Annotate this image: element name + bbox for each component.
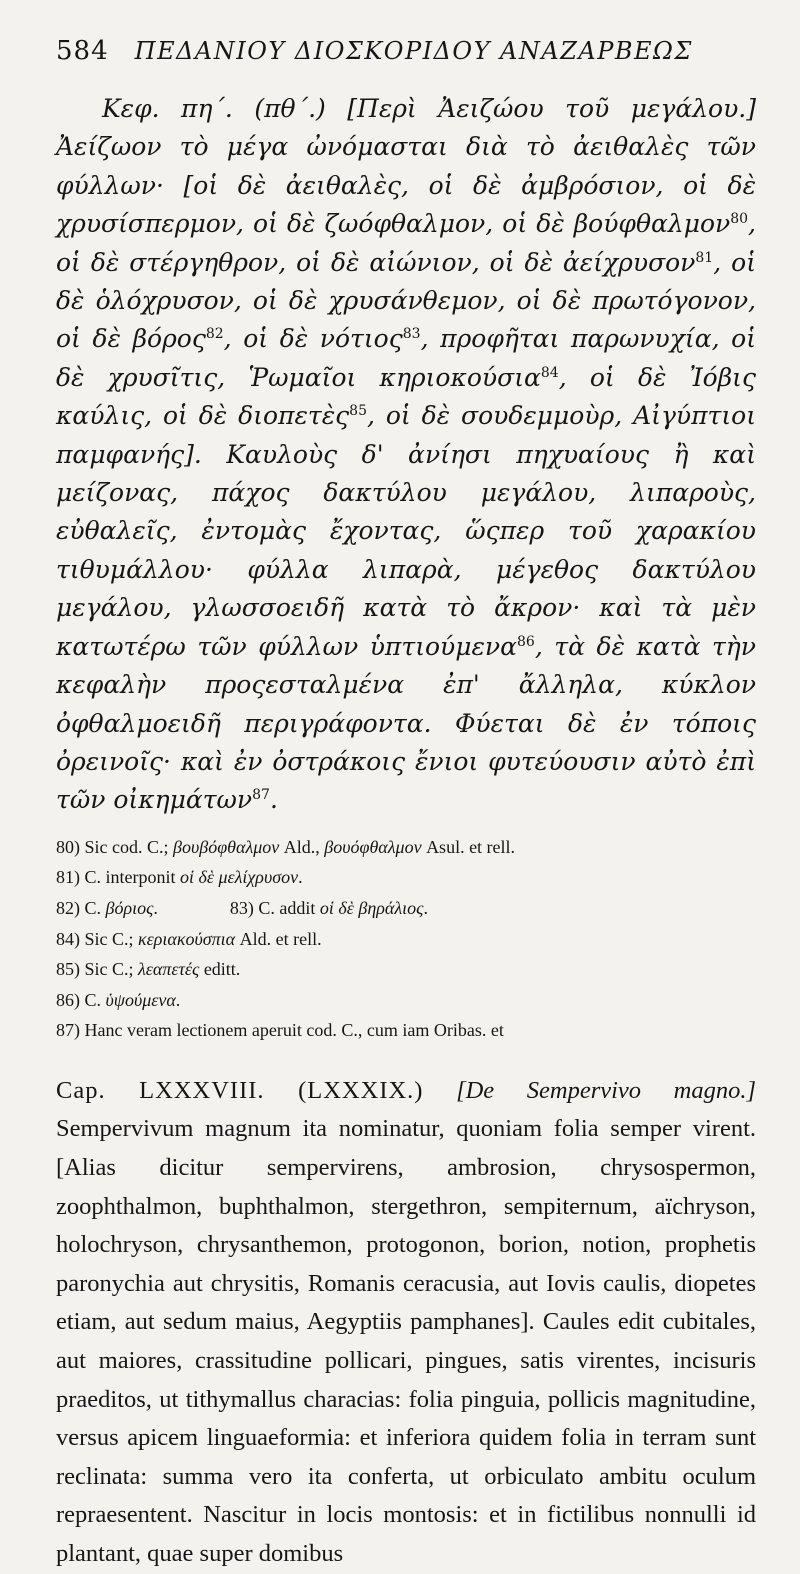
footnote-86 — [56, 985, 756, 1016]
footnote-81 — [56, 862, 756, 893]
greek-text-run: Κεφ. πη΄. (πθ΄.) [Περὶ Ἀειζώου τοῦ μεγάλου.] Ἀείζωον τὸ μέγα ὠνόμασται διὰ τὸ ἀειθαλὲς τῶν φύλλων· [οἱ δὲ ἀειθαλὲς, οἱ δὲ ἀμβρόσιον, οἱ δὲ χρυσίσπερμον, οἱ δὲ ζωόφθαλμον, οἱ δὲ βούφθαλμον — [56, 94, 756, 239]
footnote-text: 87) Hanc veram lectionem aperuit cod. C., cum iam Oribas. et — [56, 1020, 504, 1041]
footnote-82-83 — [56, 893, 756, 924]
chapter-title: [De Sempervivo magno.] — [456, 1076, 756, 1104]
footnote-greek: οἱ δὲ μελίχρυσον — [180, 867, 299, 888]
footnote-text: Ald., — [279, 836, 325, 857]
chapter-heading: Cap. LXXXVIII. (LXXXIX.) — [56, 1076, 424, 1104]
footnote-ref: 83 — [402, 326, 421, 343]
footnote-ref: 81 — [695, 249, 714, 266]
greek-text-run: , τὰ δὲ κατὰ τὴν κεφαλὴν προςεσταλμένα ἐπ' ἄλληλα, κύκλον ὀφθαλμοειδῆ περιγράφοντα. Φύεται δὲ ἐν τόποις ὀρεινοῖς· καὶ ἐν ὀστράκοις ἔνιοι φυτεύουσιν αὐτὸ ἐπὶ τῶν οἰκημάτων — [56, 631, 756, 815]
footnote-greek: βουόφθαλμον — [324, 836, 422, 857]
footnote-text: . — [153, 897, 158, 918]
page-number: 584 — [56, 36, 109, 66]
footnote-text: . — [423, 897, 428, 918]
footnote-82 — [56, 893, 158, 924]
footnote-text: 82) C. — [56, 897, 106, 918]
footnote-text: 86) C. — [56, 989, 106, 1010]
footnote-ref: 85 — [349, 403, 367, 420]
greek-text-run: , οἱ δὲ Ἰόβις καύλις, οἱ δὲ διοπετὲς — [56, 362, 756, 431]
footnote-ref: 86 — [517, 633, 535, 650]
greek-chapter-text — [56, 90, 756, 820]
footnote-ref: 84 — [540, 364, 559, 381]
footnote-text: . — [175, 989, 181, 1010]
footnote-87 — [56, 1015, 756, 1046]
running-head: ΠΕΔΑΝΙΟΥ ΔΙΟΣΚΟΡΙΔΟΥ ΑΝΑΖΑΡΒΕΩΣ — [134, 37, 693, 65]
footnote-greek: βόριος — [105, 897, 154, 918]
greek-text-run: , προφῆται παρωνυχία, οἱ δὲ χρυσῖτις, Ῥωμαῖοι κηριοκούσια — [56, 324, 757, 392]
footnote-text: . — [298, 867, 303, 888]
footnote-text: editt. — [199, 959, 241, 980]
greek-text-run: . — [269, 785, 278, 815]
greek-text-run: , οἱ δὲ στέργηθρον, οἱ δὲ αἰώνιον, οἱ δὲ ἀείχρυσον — [56, 209, 756, 277]
footnote-text: Ald. et rell. — [235, 928, 322, 949]
latin-chapter-text — [56, 1072, 756, 1574]
footnote-text: 84) Sic C.; — [56, 928, 139, 949]
footnote-text: 85) Sic C.; — [56, 959, 139, 980]
footnote-text: 83) C. addit — [229, 897, 320, 918]
greek-text-run: , οἱ δὲ νότιος — [223, 324, 403, 354]
footnote-greek: ὑψούμενα — [105, 989, 176, 1010]
footnote-text: 80) Sic cod. C.; — [56, 836, 173, 857]
footnote-greek: κεριακούσπια — [138, 928, 236, 949]
footnote-greek: βουβόφθαλμον — [173, 836, 280, 857]
latin-body: Sempervivum magnum ita nominatur, quoniam folia semper virent. [Alias dicitur sempervirens, ambrosion, chrysospermon, zoophthalmon, buphthalmon, stergethron, sempiternum, aïchryson, holochryson, chrysanthemon, protogonon, borion, notion, prophetis paronychia aut chrysitis, Romanis ceracusia, aut Iovis caulis, diopetes etiam, aut sedum maius, Aegyptiis pamphanes]. Caules edit cubitales, aut maiores, crassitudine pollicari, pingues, satis virentes, incisuris praeditos, ut tithymallus characias: folia pinguia, pollicis magnitudine, versus apicem linguaeformia: et inferiora quidem folia in terram sunt reclinata: summa vero ita conferta, ut orbiculato ambitu oculum repraesentent. Nascitur in locis montosis: et in fictilibus nonnulli id plantant, quae super domibus — [56, 1115, 756, 1567]
footnote-ref: 87 — [252, 787, 270, 804]
footnote-80 — [56, 832, 756, 863]
footnote-ref: 80 — [730, 211, 749, 228]
footnotes — [56, 832, 756, 1046]
footnote-greek: λεαπετές — [138, 959, 200, 980]
greek-text-run: , οἱ δὲ ὁλόχρυσον, οἱ δὲ χρυσάνθεμον, οἱ δὲ πρωτόγονον, οἱ δὲ βόρος — [56, 247, 756, 354]
footnote-84 — [56, 924, 756, 955]
footnote-83 — [230, 893, 428, 924]
page-header — [56, 36, 756, 76]
footnote-85 — [56, 954, 756, 985]
footnote-text: Asul. et rell. — [421, 836, 516, 857]
footnote-text: 81) C. interponit — [56, 867, 180, 888]
footnote-ref: 82 — [205, 326, 224, 343]
footnote-greek: οἱ δὲ βηράλιος — [319, 897, 424, 918]
greek-text-run: , οἱ δὲ σουδεμμοὺρ, Αἰγύπτιοι παμφανής]. Καυλοὺς δ' ἀνίησι πηχυαίους ἢ καὶ μείζονας, πάχος δακτύλου μεγάλου, λιπαροὺς, εὐθαλεῖς, ἐντομὰς ἔχοντας, ὥςπερ τοῦ χαρακίου τιθυμάλλου· φύλλα λιπαρὰ, μέγεθος δακτύλου μεγάλου, γλωσσοειδῆ κατὰ τὸ ἄκρον· καὶ τὰ μὲν κατωτέρω τῶν φύλλων ὑπτιούμενα — [56, 401, 757, 661]
